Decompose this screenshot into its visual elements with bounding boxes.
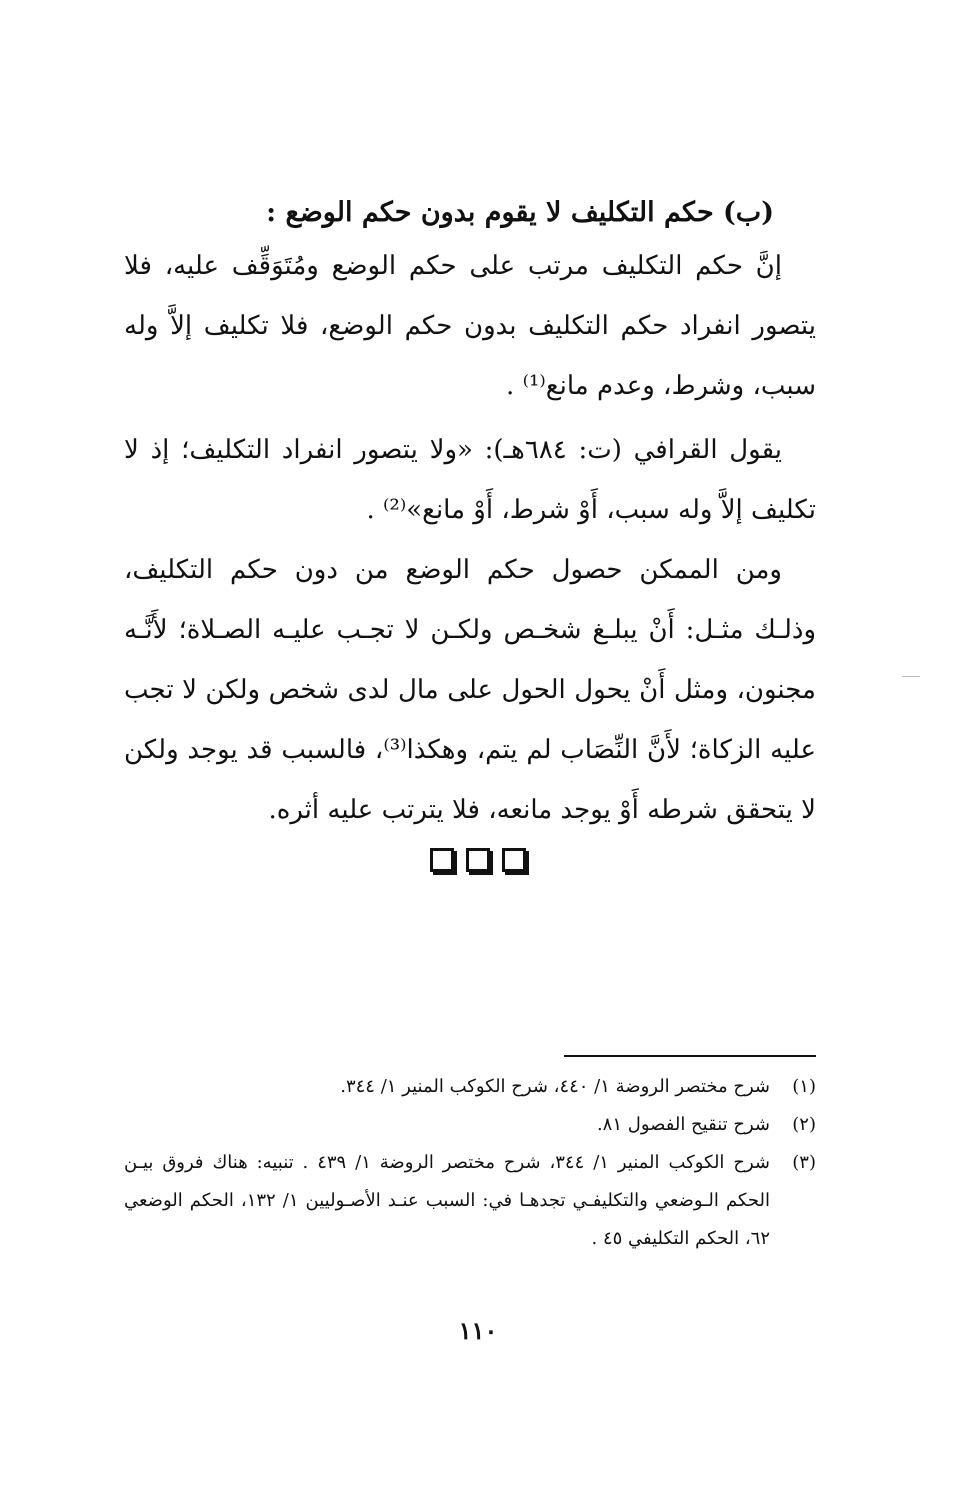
footnote-2 (124, 1106, 816, 1144)
footnote-3 (124, 1144, 816, 1258)
footnote-number: (١) (792, 1076, 816, 1097)
footnote-divider (564, 1055, 816, 1057)
paragraph-3 (124, 540, 816, 840)
paragraph-1-first-line: إنَّ حكم التكليف مرتب على حكم الوضع ومُتَوَقِّف عليه، فلا (124, 251, 782, 281)
paragraph-2-text: لا تكليف إلاَّ وله سبب، أَوْ شرط، أَوْ مانع»⁽²⁾ . (124, 435, 816, 525)
paragraph-3-text: وذلـك مثـل: أَنْ يبلـغ شخـص ولكـن لا تجـب عليـه الصـلاة؛ لأَنَّـه مجنون، ومثل أَنْ يحول الحول على مال لدى شخص ولكن لا تجب عليه الزكاة؛ لأَنَّ النِّصَاب لم يتم، وهكذا⁽³⁾، فالسبب قد يوجد ولكن لا يتحقق شرطه أَوْ يوجد مانعه، فلا يترتب عليه أثره. (124, 615, 816, 825)
footnote-number: (٢) (792, 1114, 816, 1135)
paragraph-2-first-line: يقول القرافي (ت: ٦٨٤هـ): «ولا يتصور انفراد التكليف؛ إذ (150, 435, 782, 465)
separator-box-icon (430, 848, 454, 872)
page-number: ١١٠ (458, 1316, 498, 1345)
separator-box-icon (466, 848, 490, 872)
section-heading: (ب) حكم التكليف لا يقوم بدون حكم الوضع : (266, 197, 774, 228)
section-separator (0, 848, 956, 872)
footnotes (124, 1068, 816, 1258)
paragraph-1 (124, 236, 816, 416)
footnote-text: شرح تنقيح الفصول ٨١. (596, 1114, 770, 1135)
paragraph-1-text: يتصور انفراد حكم التكليف بدون حكم الوضع، فلا تكليف إلاَّ وله سبب، وشرط، وعدم مانع⁽¹⁾ . (124, 311, 816, 401)
footnote-number: (٣) (792, 1152, 816, 1173)
footnote-text: شرح الكوكب المنير ١/ ٣٤٤، شرح مختصر الروضة ١/ ٤٣٩ . تنبيه: هناك فروق بيـن الحكم الـوضعي والتكليفـي تجدهـا في: السبب عنـد الأصـوليين ١/ ١٣٢، الحكم الوضعي ٦٢، الحكم التكليفي ٤٥ . (124, 1152, 770, 1249)
paragraph-3-first-line: ومن الممكن حصول حكم الوضع من دون حكم التكليف، (124, 555, 782, 585)
paragraph-2 (124, 420, 816, 540)
separator-box-icon (502, 848, 526, 872)
margin-mark (902, 676, 920, 677)
footnote-text: شرح مختصر الروضة ١/ ٤٤٠، شرح الكوكب المنير ١/ ٣٤٤. (340, 1076, 770, 1097)
footnote-1 (124, 1068, 816, 1106)
